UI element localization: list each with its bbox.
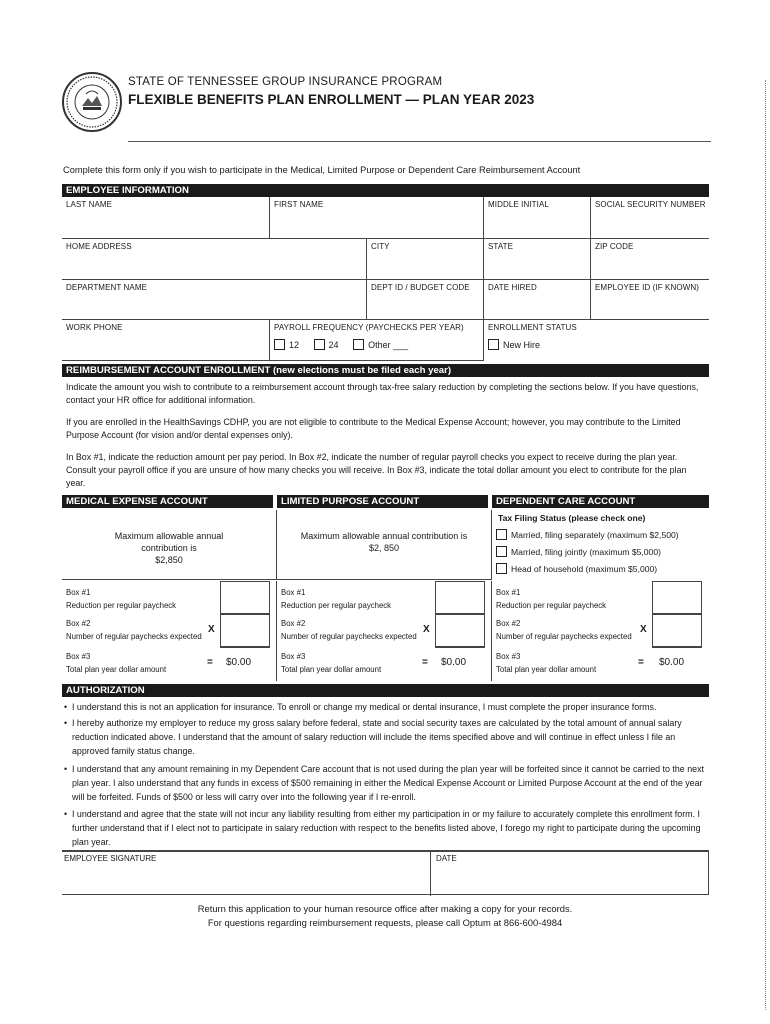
enrollment-option-new-hire[interactable]: New Hire bbox=[488, 340, 540, 350]
checkbox-icon bbox=[496, 546, 507, 557]
middle-initial-label: MIDDLE INITIAL bbox=[488, 200, 549, 209]
box2-description: Number of regular paychecks expected bbox=[281, 632, 417, 641]
payroll-frequency-field bbox=[270, 320, 484, 361]
payroll-option-other[interactable]: Other ___ bbox=[353, 340, 408, 350]
employee-id-label: EMPLOYEE ID (IF KNOWN) bbox=[595, 283, 699, 292]
city-label: CITY bbox=[371, 242, 390, 251]
payroll-frequency-options bbox=[274, 339, 420, 350]
signature-separator bbox=[430, 851, 431, 896]
department-name-label: DEPARTMENT NAME bbox=[66, 283, 148, 292]
box2-label: Box #2 bbox=[281, 619, 306, 628]
tennessee-seal-icon bbox=[62, 72, 122, 132]
signature-row bbox=[62, 850, 709, 895]
box3-description: Total plan year dollar amount bbox=[281, 665, 382, 674]
state-label: STATE bbox=[488, 242, 514, 251]
date-field[interactable] bbox=[432, 863, 708, 895]
state-field[interactable] bbox=[484, 239, 591, 280]
checkbox-icon bbox=[353, 339, 364, 350]
filing-option-head-of-household[interactable]: Head of household (maximum $5,000) bbox=[492, 561, 709, 578]
box3-description: Total plan year dollar amount bbox=[66, 665, 167, 674]
home-address-field[interactable] bbox=[62, 239, 367, 280]
first-name-field[interactable] bbox=[270, 197, 484, 239]
limited-calculation bbox=[277, 581, 492, 681]
box3-label: Box #3 bbox=[496, 652, 521, 661]
box3-label: Box #3 bbox=[281, 652, 306, 661]
zip-code-field[interactable] bbox=[591, 239, 709, 280]
equals-sign: = bbox=[207, 657, 213, 668]
dependent-box2-input[interactable] bbox=[652, 614, 702, 647]
dept-id-field[interactable] bbox=[367, 280, 484, 320]
reimbursement-paragraph-2: If you are enrolled in the HealthSavings CDHP, you are not eligible to contribute to the Medical Expense Account; however, you may contribute to the Limited Purpose Account (for vision and/or dental expenses only). bbox=[66, 417, 681, 440]
box1-description: Reduction per regular paycheck bbox=[496, 601, 607, 610]
reimbursement-paragraph-1: Indicate the amount you wish to contribute to a reimbursement account through tax-free salary reduction by completing the sections below. If you have questions, contact your HR office for additional information. bbox=[66, 382, 699, 405]
box2-description: Number of regular paychecks expected bbox=[66, 632, 202, 641]
employee-signature-label: EMPLOYEE SIGNATURE bbox=[64, 854, 157, 863]
payroll-frequency-label: PAYROLL FREQUENCY (PAYCHECKS PER YEAR) bbox=[274, 323, 464, 332]
medical-calculation bbox=[62, 581, 277, 681]
medical-max-contribution: Maximum allowable annual contribution is $2,850 bbox=[62, 510, 277, 580]
box1-label: Box #1 bbox=[281, 588, 306, 597]
equals-sign: = bbox=[422, 657, 428, 668]
date-label: DATE bbox=[436, 854, 457, 863]
middle-initial-field[interactable] bbox=[484, 197, 591, 239]
checkbox-icon bbox=[496, 563, 507, 574]
footer-contact-info: For questions regarding reimbursement requests, please call Optum at 866-600-4984 bbox=[207, 917, 563, 928]
times-sign: X bbox=[640, 624, 647, 635]
payroll-option-12[interactable]: 12 bbox=[274, 340, 299, 350]
limited-max-contribution: Maximum allowable annual contribution is $2, 850 bbox=[277, 510, 492, 580]
first-name-label: FIRST NAME bbox=[274, 200, 324, 209]
box3-description: Total plan year dollar amount bbox=[496, 665, 597, 674]
medical-account-header: MEDICAL EXPENSE ACCOUNT bbox=[62, 495, 273, 508]
checkbox-icon bbox=[314, 339, 325, 350]
times-sign: X bbox=[423, 624, 430, 635]
box1-description: Reduction per regular paycheck bbox=[281, 601, 392, 610]
medical-box1-input[interactable] bbox=[220, 581, 270, 614]
checkbox-icon bbox=[488, 339, 499, 350]
box1-label: Box #1 bbox=[66, 588, 91, 597]
reimbursement-paragraph-3: In Box #1, indicate the reduction amount per pay period. In Box #2, indicate the number of regular payroll checks you expect to receive during the plan year. Consult your payroll office if you are unsure of how many checks you will receive. In Box #3, indicate the total dollar amount you elect to contribute for the plan year. bbox=[66, 452, 687, 488]
limited-total-amount: $0.00 bbox=[441, 657, 467, 668]
employee-id-field[interactable] bbox=[591, 280, 709, 320]
dependent-tax-filing-status bbox=[492, 510, 709, 578]
checkbox-icon bbox=[496, 529, 507, 540]
tax-filing-status-label: Tax Filing Status (please check one) bbox=[498, 513, 646, 523]
signature-divider bbox=[62, 851, 709, 852]
enrollment-status-options bbox=[488, 339, 552, 350]
department-name-field[interactable] bbox=[62, 280, 367, 320]
limited-account-header: LIMITED PURPOSE ACCOUNT bbox=[277, 495, 488, 508]
box1-description: Reduction per regular paycheck bbox=[66, 601, 177, 610]
dependent-box1-input[interactable] bbox=[652, 581, 702, 614]
enrollment-status-label: ENROLLMENT STATUS bbox=[488, 323, 577, 332]
work-phone-field[interactable] bbox=[62, 320, 270, 361]
work-phone-label: WORK PHONE bbox=[66, 323, 123, 332]
last-name-field[interactable] bbox=[62, 197, 270, 239]
home-address-label: HOME ADDRESS bbox=[66, 242, 132, 251]
form-title: FLEXIBLE BENEFITS PLAN ENROLLMENT — PLAN YEAR 2023 bbox=[128, 92, 535, 107]
page-edge bbox=[765, 80, 766, 1010]
header-divider bbox=[128, 141, 711, 142]
box1-label: Box #1 bbox=[496, 588, 521, 597]
enrollment-status-field bbox=[484, 320, 709, 361]
city-field[interactable] bbox=[367, 239, 484, 280]
payroll-option-24[interactable]: 24 bbox=[314, 340, 339, 350]
intro-text: Complete this form only if you wish to participate in the Medical, Limited Purpose or Dependent Care Reimbursement Account bbox=[63, 165, 581, 175]
box2-label: Box #2 bbox=[496, 619, 521, 628]
box2-description: Number of regular paychecks expected bbox=[496, 632, 632, 641]
zip-code-label: ZIP CODE bbox=[595, 242, 634, 251]
employee-information-band: EMPLOYEE INFORMATION bbox=[62, 184, 709, 197]
reimbursement-band: REIMBURSEMENT ACCOUNT ENROLLMENT (new elections must be filed each year) bbox=[62, 364, 709, 377]
dependent-total-amount: $0.00 bbox=[659, 657, 685, 668]
employee-signature-field[interactable] bbox=[62, 863, 428, 895]
footer-return-instructions: Return this application to your human resource office after making a copy for your records. bbox=[197, 903, 573, 914]
checkbox-icon bbox=[274, 339, 285, 350]
ssn-label: SOCIAL SECURITY NUMBER bbox=[595, 200, 706, 209]
times-sign: X bbox=[208, 624, 215, 635]
limited-box2-input[interactable] bbox=[435, 614, 485, 647]
box2-label: Box #2 bbox=[66, 619, 91, 628]
authorization-band: AUTHORIZATION bbox=[62, 684, 709, 697]
medical-total-amount: $0.00 bbox=[226, 657, 252, 668]
ssn-field[interactable] bbox=[591, 197, 709, 239]
last-name-label: LAST NAME bbox=[66, 200, 113, 209]
date-hired-label: DATE HIRED bbox=[488, 283, 537, 292]
authorization-item-1: • I understand this is not an application for insurance. To enroll or change my medical or dental insurance, I must complete the proper insurance forms. bbox=[64, 700, 708, 714]
dependent-account-header: DEPENDENT CARE ACCOUNT bbox=[492, 495, 709, 508]
filing-option-married-jointly[interactable]: Married, filing jointly (maximum $5,000) bbox=[492, 544, 709, 561]
agency-name: STATE OF TENNESSEE GROUP INSURANCE PROGRAM bbox=[128, 76, 443, 88]
limited-box1-input[interactable] bbox=[435, 581, 485, 614]
dependent-calculation bbox=[492, 581, 709, 681]
authorization-item-3: • I understand that any amount remaining in my Dependent Care account that is not used during the plan year will be forfeited since it cannot be carried to the next plan year. I also understand that any funds in excess of $500 remaining in either the Medical Expense Account or Limited Purpose Account at the end of the year will be forfeited. Funds of $500 or less will carry over into the following year if I re-enroll. bbox=[64, 762, 708, 804]
date-hired-field[interactable] bbox=[484, 280, 591, 320]
authorization-item-4: • I understand and agree that the state will not incur any liability resulting from either my participation in or my failure to accurately complete this enrollment form. I further understand that if I elect not to participate in salary reduction with respect to the benefits listed above, I forego my right to participate during the upcoming plan year. bbox=[64, 807, 708, 849]
authorization-item-2: • I hereby authorize my employer to reduce my gross salary before federal, state and social security taxes are calculated by the total amount of annual salary reduction indicated above. I understand that the amount of salary reduction will include the items specified above and will continue in effect unless I file an approved family status change. bbox=[64, 716, 708, 758]
equals-sign: = bbox=[638, 657, 644, 668]
dept-id-label: DEPT ID / BUDGET CODE bbox=[371, 283, 470, 292]
filing-option-married-separately[interactable]: Married, filing separately (maximum $2,500) bbox=[492, 527, 709, 544]
employee-information-grid bbox=[62, 197, 709, 361]
box3-label: Box #3 bbox=[66, 652, 91, 661]
medical-box2-input[interactable] bbox=[220, 614, 270, 647]
